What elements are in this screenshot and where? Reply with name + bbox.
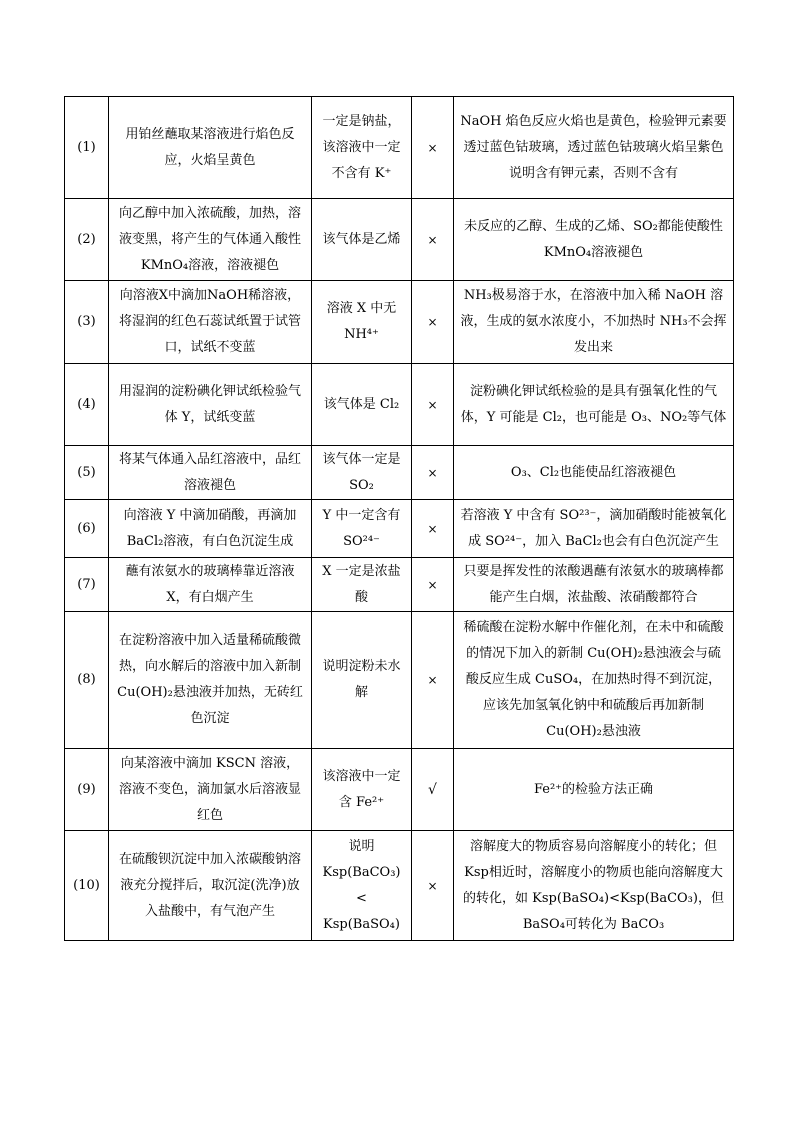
- conclusion-cell: 该气体是乙烯: [312, 199, 412, 281]
- explanation-cell: Fe²⁺的检验方法正确: [454, 749, 734, 831]
- explanation-cell: 若溶液 Y 中含有 SO²³⁻，滴加硝酸时能被氧化成 SO²⁴⁻，加入 BaCl₂也会有白色沉淀产生: [454, 500, 734, 558]
- explanation-cell: 溶解度大的物质容易向溶解度小的转化；但 Ksp相近时，溶解度小的物质也能向溶解度大的转化，如 Ksp(BaSO₄)<Ksp(BaCO₃)，但 BaSO₄可转化为 BaCO₃: [454, 831, 734, 941]
- explanation-cell: NaOH 焰色反应火焰也是黄色，检验钾元素要透过蓝色钴玻璃，透过蓝色钴玻璃火焰呈紫色说明含有钾元素，否则不含有: [454, 97, 734, 199]
- judgment-cell: ×: [412, 281, 454, 364]
- operation-cell: 用湿润的淀粉碘化钾试纸检验气体 Y，试纸变蓝: [109, 364, 312, 446]
- explanation-cell: 未反应的乙醇、生成的乙烯、SO₂都能使酸性 KMnO₄溶液褪色: [454, 199, 734, 281]
- conclusion-cell: 该气体一定是 SO₂: [312, 446, 412, 500]
- operation-cell: 向某溶液中滴加 KSCN 溶液，溶液不变色，滴加氯水后溶液显红色: [109, 749, 312, 831]
- row-number: (10): [65, 831, 109, 941]
- explanation-cell: 稀硫酸在淀粉水解中作催化剂，在未中和硫酸的情况下加入的新制 Cu(OH)₂悬浊液会与硫酸反应生成 CuSO₄，在加热时得不到沉淀，应该先加氢氧化钠中和硫酸后再加新制 Cu(OH)₂悬浊液: [454, 612, 734, 749]
- conclusion-cell: 一定是钠盐，该溶液中一定不含有 K⁺: [312, 97, 412, 199]
- row-number: (2): [65, 199, 109, 281]
- table-row: [65, 199, 734, 281]
- conclusion-cell: 说明淀粉未水解: [312, 612, 412, 749]
- conclusion-cell: Y 中一定含有 SO²⁴⁻: [312, 500, 412, 558]
- explanation-cell: 淀粉碘化钾试纸检验的是具有强氧化性的气体，Y 可能是 Cl₂，也可能是 O₃、NO₂等气体: [454, 364, 734, 446]
- operation-cell: 向乙醇中加入浓硫酸，加热，溶液变黑，将产生的气体通入酸性 KMnO₄溶液，溶液褪色: [109, 199, 312, 281]
- table-row: [65, 97, 734, 199]
- table-row: [65, 558, 734, 612]
- conclusion-cell: 该气体是 Cl₂: [312, 364, 412, 446]
- row-number: (3): [65, 281, 109, 364]
- row-number: (1): [65, 97, 109, 199]
- operation-cell: 向溶液 Y 中滴加硝酸，再滴加 BaCl₂溶液，有白色沉淀生成: [109, 500, 312, 558]
- table-row: [65, 749, 734, 831]
- conclusion-cell: 溶液 X 中无 NH⁴⁺: [312, 281, 412, 364]
- row-number: (5): [65, 446, 109, 500]
- table-row: [65, 831, 734, 941]
- table-row: [65, 446, 734, 500]
- judgment-cell: ×: [412, 199, 454, 281]
- judgment-cell: ×: [412, 364, 454, 446]
- judgment-cell: ×: [412, 558, 454, 612]
- judgment-cell: ×: [412, 97, 454, 199]
- judgment-cell: ×: [412, 446, 454, 500]
- experiment-table: [64, 96, 734, 941]
- operation-cell: 向溶液X中滴加NaOH稀溶液，将湿润的红色石蕊试纸置于试管口，试纸不变蓝: [109, 281, 312, 364]
- row-number: (4): [65, 364, 109, 446]
- table-row: [65, 500, 734, 558]
- table-row: [65, 612, 734, 749]
- explanation-cell: NH₃极易溶于水，在溶液中加入稀 NaOH 溶液，生成的氨水浓度小，不加热时 NH₃不会挥发出来: [454, 281, 734, 364]
- conclusion-cell: X 一定是浓盐酸: [312, 558, 412, 612]
- explanation-cell: O₃、Cl₂也能使品红溶液褪色: [454, 446, 734, 500]
- conclusion-cell: 说明 Ksp(BaCO₃) < Ksp(BaSO₄): [312, 831, 412, 941]
- operation-cell: 用铂丝蘸取某溶液进行焰色反应，火焰呈黄色: [109, 97, 312, 199]
- explanation-cell: 只要是挥发性的浓酸遇蘸有浓氨水的玻璃棒都能产生白烟，浓盐酸、浓硝酸都符合: [454, 558, 734, 612]
- table-row: [65, 364, 734, 446]
- operation-cell: 在淀粉溶液中加入适量稀硫酸微热，向水解后的溶液中加入新制 Cu(OH)₂悬浊液并加热，无砖红色沉淀: [109, 612, 312, 749]
- table-row: [65, 281, 734, 364]
- row-number: (9): [65, 749, 109, 831]
- judgment-cell: ×: [412, 831, 454, 941]
- judgment-cell: ×: [412, 500, 454, 558]
- judgment-cell: √: [412, 749, 454, 831]
- row-number: (7): [65, 558, 109, 612]
- operation-cell: 将某气体通入品红溶液中，品红溶液褪色: [109, 446, 312, 500]
- row-number: (8): [65, 612, 109, 749]
- row-number: (6): [65, 500, 109, 558]
- operation-cell: 在硫酸钡沉淀中加入浓碳酸钠溶液充分搅拌后，取沉淀(洗净)放入盐酸中，有气泡产生: [109, 831, 312, 941]
- conclusion-cell: 该溶液中一定含 Fe²⁺: [312, 749, 412, 831]
- operation-cell: 蘸有浓氨水的玻璃棒靠近溶液 X，有白烟产生: [109, 558, 312, 612]
- judgment-cell: ×: [412, 612, 454, 749]
